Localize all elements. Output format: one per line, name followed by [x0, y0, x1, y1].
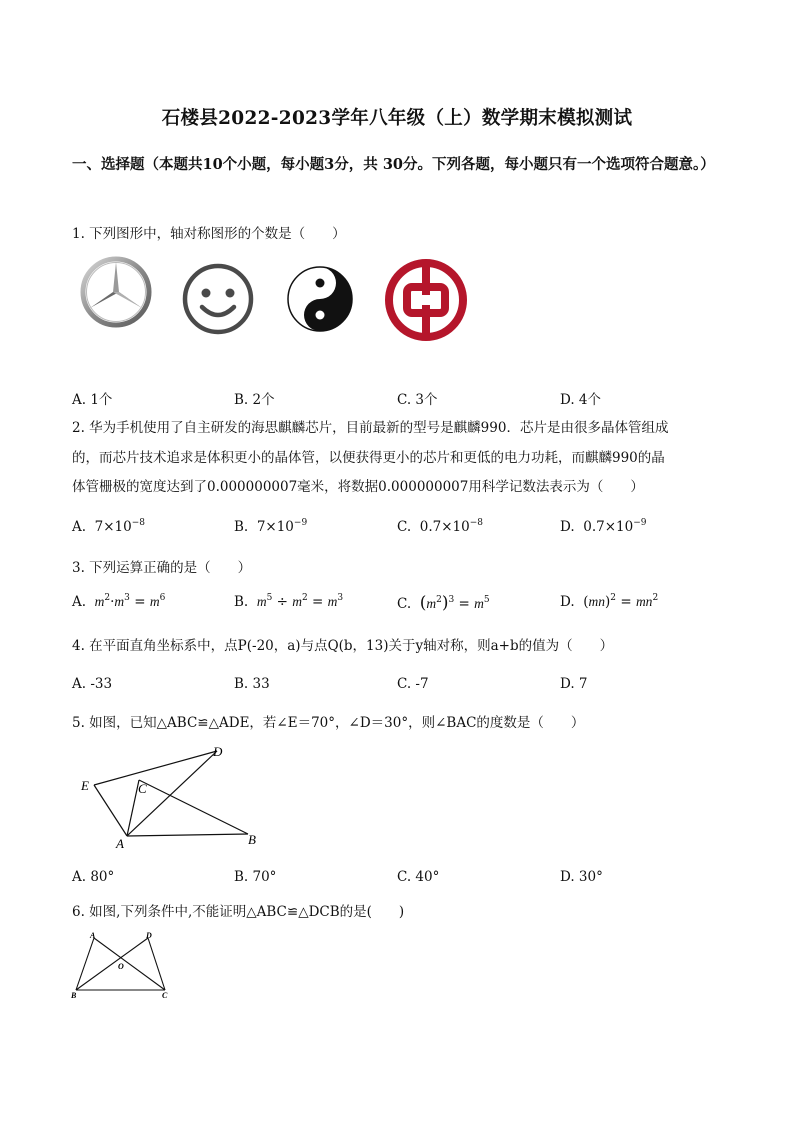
q2-option-d[interactable] — [560, 518, 646, 535]
q4-option-c[interactable]: C. -7 — [397, 676, 429, 692]
option-exponent: −8 — [469, 518, 483, 528]
option-formula: $m^2\cdot m^3 = m^6$ — [94, 593, 166, 610]
question-2-line-2: 的，而芯片技术追求是体积更小的晶体管，以便获得更小的芯片和更低的电力功耗，而麒麟990的晶 — [72, 449, 665, 466]
label-d: D — [146, 931, 152, 940]
label-b: B — [248, 832, 256, 847]
option-exponent: −9 — [633, 518, 647, 528]
option-formula: $(mn)^2 = mn^2$ — [583, 593, 659, 610]
q5-option-d[interactable]: D. 30° — [560, 869, 603, 885]
label-a: A — [116, 836, 124, 851]
q4-option-a[interactable]: A. -33 — [72, 676, 113, 692]
q3-option-b[interactable] — [234, 593, 343, 610]
option-mantissa: 0.7×10 — [419, 519, 470, 535]
option-mantissa: 7×10 — [256, 519, 294, 535]
option-exponent: −9 — [293, 518, 308, 528]
question-2-stem — [72, 414, 724, 503]
q2-option-c[interactable] — [397, 518, 483, 535]
label-d: D — [213, 744, 223, 759]
question-2-line-3: 体管栅极的宽度达到了0.000000007毫米，将数据0.000000007用科学记数法表示为（ ） — [72, 479, 644, 495]
option-label: C. — [397, 519, 412, 535]
section-heading: 一、选择题（本题共10个小题，每小题3分，共 30分。下列各题，每小题只有一个选项符合题意。） — [72, 156, 715, 173]
q3-option-a[interactable] — [72, 593, 165, 610]
label-b: B — [71, 991, 77, 1000]
trapezoid-figure-q6 — [68, 928, 176, 1004]
option-label: B. — [234, 594, 249, 610]
option-label: B. — [234, 519, 249, 535]
option-label: D. — [560, 519, 575, 535]
label-o: O — [118, 962, 124, 971]
question-4-stem: 4. 在平面直角坐标系中，点P(-20，a)与点Q(b，13)关于y轴对称，则a+b的值为（ ） — [72, 638, 614, 654]
q4-option-b[interactable]: B. 33 — [234, 676, 270, 692]
question-2-line-1: 2. 华为手机使用了自主研发的海思麒麟芯片，目前最新的型号是麒麟990．芯片是由很多晶体管组成 — [72, 420, 669, 436]
q3-option-c[interactable] — [397, 593, 490, 613]
smiley-face-icon — [182, 263, 254, 335]
q1-option-b[interactable]: B. 2个 — [234, 392, 275, 408]
question-5-stem: 5. 如图，已知△ABC≌△ADE，若∠E＝70°，∠D＝30°，则∠BAC的度数是（ ） — [72, 715, 585, 731]
triangle-figure-q5 — [72, 740, 272, 852]
q5-option-a[interactable]: A. 80° — [72, 869, 115, 885]
label-a: A — [90, 931, 96, 940]
option-label: D. — [560, 594, 575, 610]
option-formula: $(m^2)^3 = m^5$ — [419, 593, 490, 613]
q1-option-c[interactable]: C. 3个 — [397, 392, 438, 408]
question-3-stem: 3. 下列运算正确的是（ ） — [72, 560, 252, 576]
bank-of-china-logo-icon — [385, 259, 467, 341]
q2-option-b[interactable] — [234, 518, 307, 535]
q3-option-d[interactable] — [560, 593, 658, 610]
q4-option-d[interactable]: D. 7 — [560, 676, 588, 692]
option-label: C. — [397, 596, 412, 612]
page-title: 石楼县2022-2023学年八年级（上）数学期末模拟测试 — [161, 108, 633, 129]
label-e: E — [81, 778, 89, 793]
option-formula: $m^5 \div m^2 = m^3$ — [256, 593, 344, 610]
question-1-stem: 1. 下列图形中，轴对称图形的个数是（ ） — [72, 226, 346, 242]
mercedes-logo-icon — [80, 256, 152, 328]
option-exponent: −8 — [131, 518, 146, 528]
q1-option-a[interactable]: A. 1个 — [72, 392, 113, 408]
option-label: A. — [72, 594, 87, 610]
q1-option-d[interactable]: D. 4个 — [560, 392, 602, 408]
label-c: C — [138, 781, 147, 796]
q2-option-a[interactable] — [72, 518, 145, 535]
yin-yang-icon — [285, 264, 355, 334]
question-6-stem: 6. 如图,下列条件中,不能证明△ABC≌△DCB的是( ) — [72, 904, 405, 920]
q5-option-c[interactable]: C. 40° — [397, 869, 440, 885]
option-mantissa: 0.7×10 — [583, 519, 634, 535]
q5-option-b[interactable]: B. 70° — [234, 869, 277, 885]
option-mantissa: 7×10 — [94, 519, 132, 535]
option-label: A. — [72, 519, 87, 535]
label-c: C — [162, 991, 168, 1000]
